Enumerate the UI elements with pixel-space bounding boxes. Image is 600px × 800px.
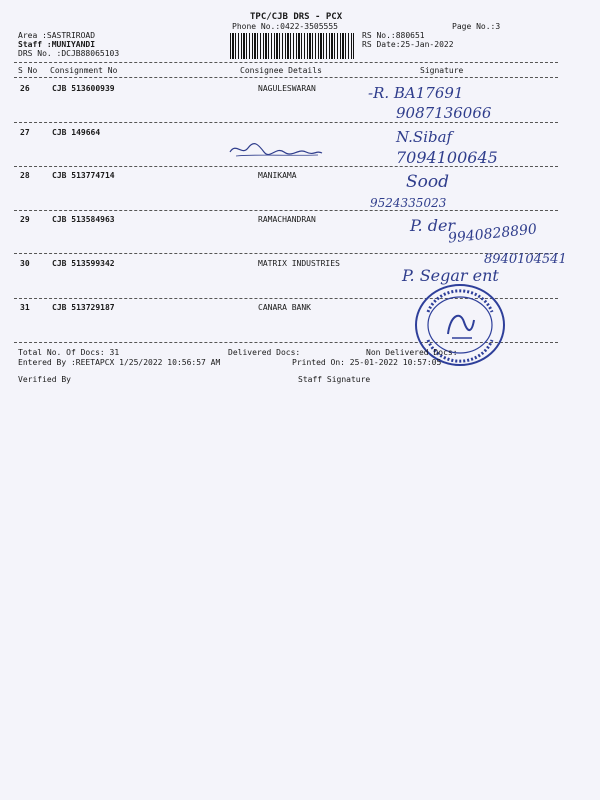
row-consignee: MANIKAMA (258, 171, 297, 180)
col-header-sno: S No (18, 66, 38, 75)
handwritten-signature: Sood (406, 172, 449, 192)
divider (14, 210, 558, 211)
row-sno: 28 (20, 171, 30, 180)
rs-date: RS Date:25-Jan-2022 (362, 40, 454, 49)
row-sno: 26 (20, 84, 30, 93)
delivered-docs: Delivered Docs: (228, 348, 301, 357)
entered-by: Entered By :REETAPCX 1/25/2022 10:56:57 AM (18, 358, 221, 367)
divider (14, 62, 558, 63)
handwritten-phone: 9940828890 (447, 221, 538, 247)
row-sno: 30 (20, 259, 30, 268)
handwritten-phone: 9524335023 (370, 196, 447, 210)
area-label: Area :SASTRIROAD (18, 31, 96, 40)
handwritten-phone: 9087136066 (396, 104, 492, 122)
handwritten-phone: 7094100645 (396, 148, 498, 167)
staff-label: Staff :MUNIYANDI (18, 40, 96, 49)
barcode (230, 33, 354, 59)
handwritten-signature: -R. BA17691 (368, 84, 464, 102)
row-consignment: CJB 149664 (52, 128, 101, 137)
col-header-consignment: Consignment No (50, 66, 118, 75)
page-title: TPC/CJB DRS - PCX (250, 12, 343, 22)
col-header-signature: Signature (420, 66, 464, 75)
handwritten-signature: N.Sibaf (396, 128, 453, 146)
verified-by: Verified By (18, 375, 71, 384)
divider (14, 77, 558, 78)
page-number: Page No.:3 (452, 22, 501, 31)
non-delivered-docs: Non Delivered Docs: (366, 348, 458, 357)
row-sno: 27 (20, 128, 30, 137)
row-consignee: NAGULESWARAN (258, 84, 316, 93)
handwritten-signature-scribble (226, 138, 324, 160)
row-sno: 29 (20, 215, 30, 224)
phone-number: Phone No.:0422-3505555 (232, 22, 338, 31)
handwritten-signature: P. der (410, 216, 456, 235)
row-consignment: CJB 513584963 (52, 215, 115, 224)
row-sno: 31 (20, 303, 30, 312)
divider (14, 122, 558, 123)
handwritten-phone: 8940104541 (484, 252, 567, 267)
row-consignee: MATRIX INDUSTRIES (258, 259, 340, 268)
total-docs: Total No. Of Docs: 31 (18, 348, 120, 357)
row-consignment: CJB 513774714 (52, 171, 115, 180)
col-header-consignee: Consignee Details (240, 66, 322, 75)
divider (14, 253, 558, 254)
row-consignee: CANARA BANK (258, 303, 311, 312)
row-consignment: CJB 513599342 (52, 259, 115, 268)
rs-number: RS No.:880651 (362, 31, 425, 40)
row-consignee: RAMACHANDRAN (258, 215, 316, 224)
handwritten-signature: P. Segar ent (402, 266, 499, 285)
row-consignment: CJB 513729187 (52, 303, 115, 312)
staff-signature: Staff Signature (298, 375, 371, 384)
drs-number: DRS No. :DCJB88065103 (18, 49, 120, 58)
printed-on: Printed On: 25-01-2022 10:57:05 (292, 358, 442, 367)
row-consignment: CJB 513600939 (52, 84, 115, 93)
